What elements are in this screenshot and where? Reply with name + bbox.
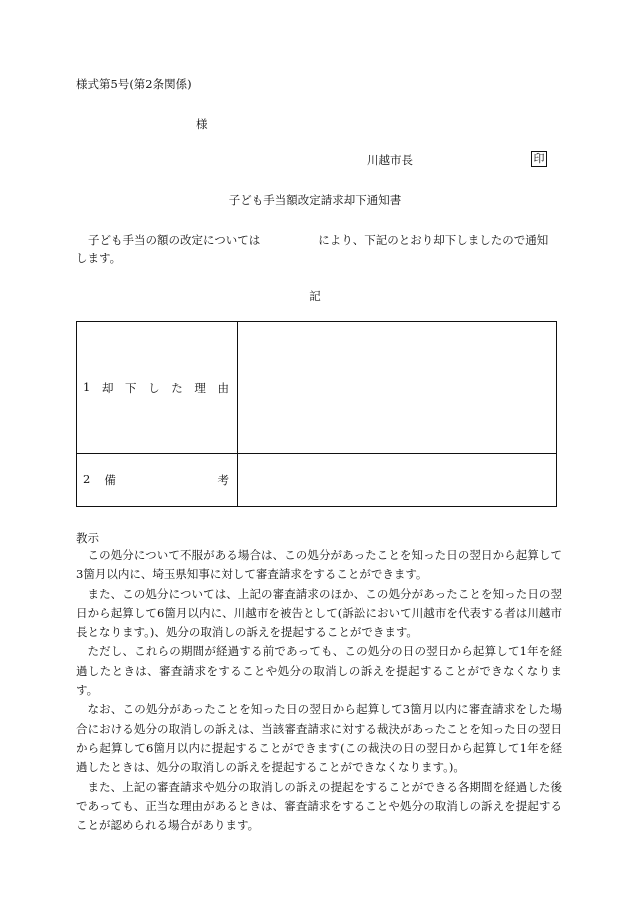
instruction-paragraph: また、この処分については、上記の審査請求のほか、この処分があったことを知った日の翌日から起算して6箇月以内に、川越市を被告として(訴訟において川越市を代表する者は川越市長となります。)、処分の取消しの訴えを提起することができます。	[76, 586, 562, 640]
intro-line-1	[76, 231, 558, 249]
label-char: た	[171, 380, 183, 395]
addressee-suffix: 様	[196, 117, 208, 131]
seal-mark: 印	[531, 151, 547, 167]
label-char: 備	[104, 473, 116, 487]
table-row	[77, 322, 557, 454]
rejection-reason-label	[77, 380, 237, 396]
rejection-reason-label-cell	[77, 322, 238, 454]
instruction-paragraph: ただし、これらの期間が経過する前であっても、この処分の日の翌日から起算して1年を経過したときは、審査請求をすることや処分の取消しの訴えを提起することができなくなります。	[76, 644, 562, 698]
label-char: 考	[217, 473, 229, 487]
label-char: 却	[101, 380, 114, 395]
label-char: し	[148, 380, 160, 395]
details-table	[76, 321, 557, 507]
instruction-heading: 教示	[76, 531, 99, 545]
table-row	[77, 454, 557, 507]
form-number-label: 様式第5号(第2条関係)	[76, 77, 192, 91]
label-char: 下	[125, 380, 137, 395]
label-char: 1	[83, 379, 91, 394]
intro-paragraph	[76, 231, 558, 267]
instruction-paragraph: この処分について不服がある場合は、この処分があったことを知った日の翌日から起算して3箇月以内に、埼玉県知事に対して審査請求をすることができます。	[76, 548, 562, 582]
label-char: 由	[217, 380, 229, 395]
instruction-paragraph: また、上記の審査請求や処分の取消しの訴えの提起をすることができる各期間を経過した後であっても、正当な理由があるときは、審査請求をすることや処分の取消しの訴えを提起することが認められる場合があります。	[76, 779, 562, 833]
remarks-label-cell	[77, 454, 238, 507]
document-title: 子ども手当額改定請求却下通知書	[228, 193, 402, 207]
intro-line-2: します。	[76, 251, 122, 265]
intro-line1-after: により、下記のとおり却下しましたので通知	[318, 233, 549, 247]
instruction-paragraph: なお、この処分があったことを知った日の翌日から起算して3箇月以内に審査請求をした場合における処分の取消しの訴えは、当該審査請求に対する裁決があったことを知った日の翌日から起算して6箇月以内に提起することができます(この裁決の日の翌日から起算して1年を経過したときは、処分の取消しの訴えを提起することができなくなります。)。	[76, 702, 562, 775]
instruction-body	[76, 546, 562, 835]
intro-line1-before: 子ども手当の額の改定については	[88, 233, 261, 247]
label-char: 2	[83, 472, 91, 486]
remarks-label	[77, 472, 237, 488]
label-char: 理	[194, 380, 206, 395]
issuer-name: 川越市長	[367, 153, 413, 167]
remarks-value-cell	[238, 454, 557, 507]
ki-heading: 記	[309, 289, 321, 303]
rejection-reason-value-cell	[238, 322, 557, 454]
